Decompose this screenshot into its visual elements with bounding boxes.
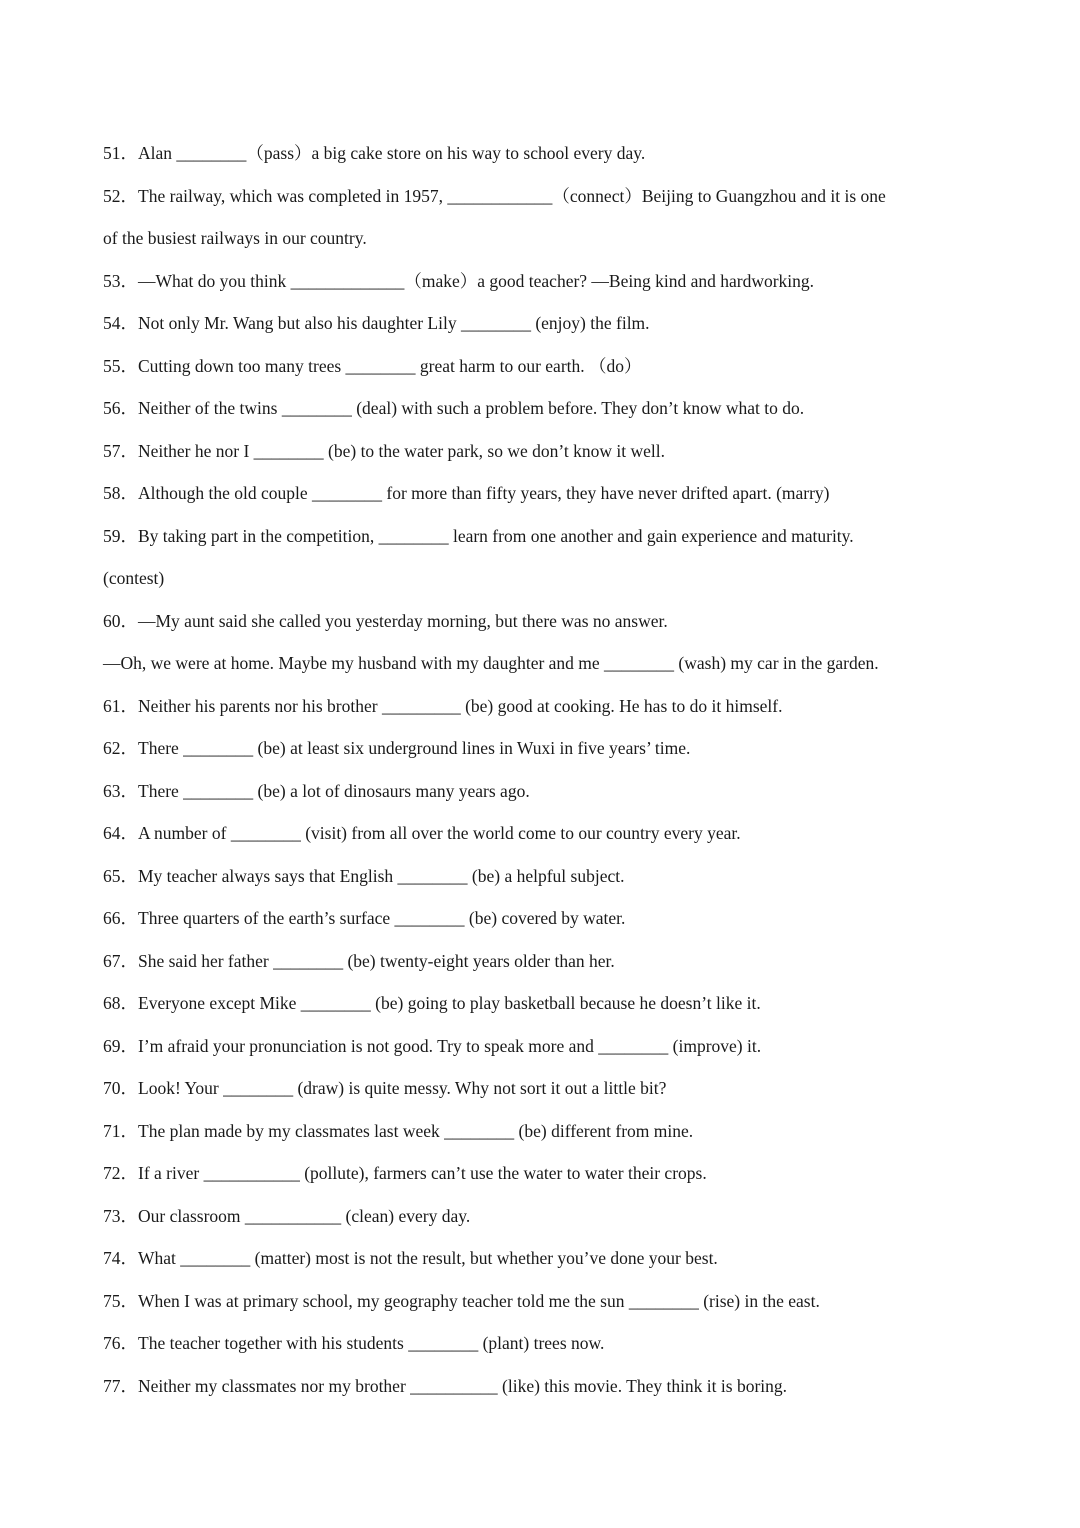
question-68: 68．Everyone except Mike ________ (be) going to play basketball because he doesn’t like it. <box>103 993 761 1013</box>
question-73: 73．Our classroom ___________ (clean) every day. <box>103 1206 471 1226</box>
question-71: 71．The plan made by my classmates last week ________ (be) different from mine. <box>103 1121 694 1141</box>
question-67: 67．She said her father ________ (be) twenty-eight years older than her. <box>103 951 615 971</box>
question-69: 69．I’m afraid your pronunciation is not good. Try to speak more and ________ (improve) it. <box>103 1036 762 1056</box>
question-72: 72．If a river ___________ (pollute), farmers can’t use the water to water their crops. <box>103 1163 707 1183</box>
question-66: 66．Three quarters of the earth’s surface ________ (be) covered by water. <box>103 908 626 928</box>
question-64: 64．A number of ________ (visit) from all over the world come to our country every year. <box>103 823 741 843</box>
question-75: 75．When I was at primary school, my geography teacher told me the sun ________ (rise) in the east. <box>103 1291 820 1311</box>
question-59-continued: (contest) <box>103 568 165 588</box>
question-56: 56．Neither of the twins ________ (deal) with such a problem before. They don’t know what to do. <box>103 398 805 418</box>
question-52: 52．The railway, which was completed in 1957, ____________（connect）Beijing to Guangzhou and it is one <box>103 186 886 206</box>
question-51: 51．Alan ________（pass）a big cake store on his way to school every day. <box>103 143 646 163</box>
question-62: 62．There ________ (be) at least six underground lines in Wuxi in five years’ time. <box>103 738 691 758</box>
question-54: 54．Not only Mr. Wang but also his daughter Lily ________ (enjoy) the film. <box>103 313 650 333</box>
question-55: 55．Cutting down too many trees ________ great harm to our earth. （do） <box>103 356 642 376</box>
question-74: 74．What ________ (matter) most is not the result, but whether you’ve done your best. <box>103 1248 718 1268</box>
question-61: 61．Neither his parents nor his brother _________ (be) good at cooking. He has to do it himself. <box>103 696 783 716</box>
question-52-continued: of the busiest railways in our country. <box>103 228 367 248</box>
question-53: 53．—What do you think _____________（make）a good teacher? —Being kind and hardworking. <box>103 271 815 291</box>
question-77: 77．Neither my classmates nor my brother __________ (like) this movie. They think it is boring. <box>103 1376 788 1396</box>
question-70: 70．Look! Your ________ (draw) is quite messy. Why not sort it out a little bit? <box>103 1078 667 1098</box>
question-60-continued: —Oh, we were at home. Maybe my husband with my daughter and me ________ (wash) my car in the garden. <box>103 653 879 673</box>
question-76: 76．The teacher together with his students ________ (plant) trees now. <box>103 1333 605 1353</box>
question-59: 59．By taking part in the competition, ________ learn from one another and gain experience and maturity. <box>103 526 854 546</box>
question-63: 63．There ________ (be) a lot of dinosaurs many years ago. <box>103 781 530 801</box>
question-57: 57．Neither he nor I ________ (be) to the water park, so we don’t know it well. <box>103 441 665 461</box>
question-58: 58．Although the old couple ________ for more than fifty years, they have never drifted apart. (marry) <box>103 483 830 503</box>
question-65: 65．My teacher always says that English ________ (be) a helpful subject. <box>103 866 625 886</box>
question-60: 60．—My aunt said she called you yesterday morning, but there was no answer. <box>103 611 668 631</box>
